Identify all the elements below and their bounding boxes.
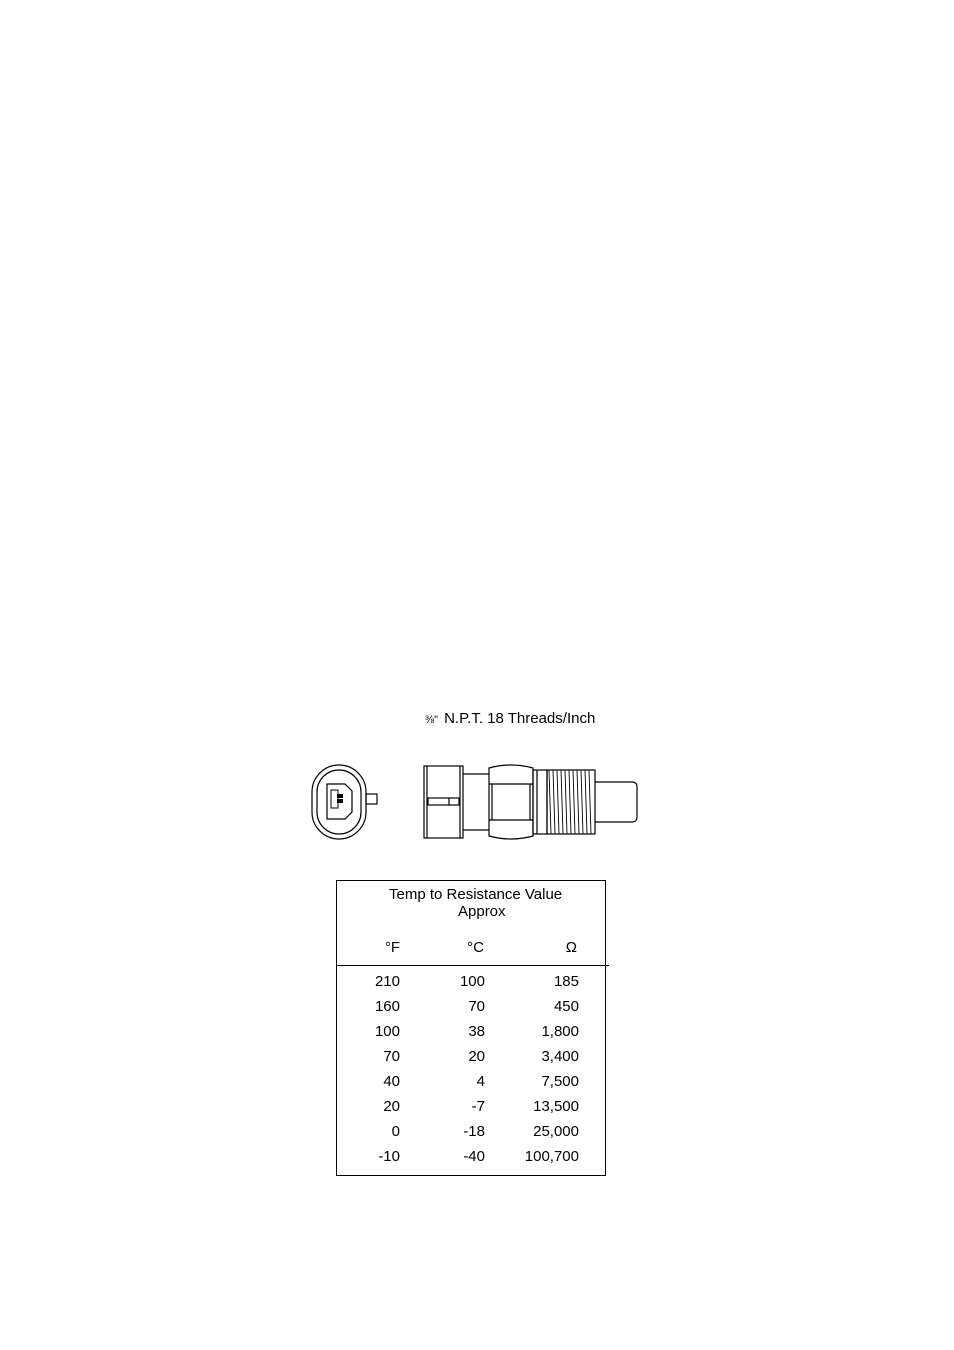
cell-ohms: 13,500 [533, 1098, 579, 1115]
cell-ohms: 25,000 [533, 1123, 579, 1140]
cell-fahrenheit: 210 [374, 973, 400, 990]
thread-size-fraction: ⅜" [425, 714, 439, 726]
cell-ohms: 3,400 [541, 1048, 579, 1065]
cell-ohms: 7,500 [541, 1073, 579, 1090]
header-divider [337, 965, 609, 966]
resistance-table [336, 880, 606, 1176]
cell-celsius: 20 [468, 1048, 485, 1065]
sensor-side-view [424, 765, 637, 839]
table-row [337, 1148, 605, 1173]
cell-celsius: 70 [468, 998, 485, 1015]
cell-celsius: -40 [463, 1148, 485, 1165]
table-row [337, 1123, 605, 1148]
table-row [337, 1073, 605, 1098]
cell-ohms: 450 [553, 998, 579, 1015]
table-row [337, 998, 605, 1023]
cell-ohms: 185 [553, 973, 579, 990]
cell-fahrenheit: 40 [383, 1073, 400, 1090]
cell-fahrenheit: 160 [374, 998, 400, 1015]
table-row [337, 1023, 605, 1048]
cell-celsius: -7 [471, 1098, 485, 1115]
thread-spec-text: N.P.T. 18 Threads/Inch [444, 710, 596, 727]
cell-fahrenheit: 100 [374, 1023, 400, 1040]
cell-celsius: 4 [476, 1073, 485, 1090]
table-body [337, 973, 605, 1173]
header-celsius: °C [467, 939, 484, 956]
table-row [337, 1098, 605, 1123]
cell-ohms: 1,800 [541, 1023, 579, 1040]
cell-fahrenheit: -10 [378, 1148, 400, 1165]
table-row [337, 1048, 605, 1073]
cell-ohms: 100,700 [524, 1148, 579, 1165]
header-fahrenheit: °F [384, 939, 400, 956]
table-row [337, 973, 605, 998]
cell-fahrenheit: 0 [391, 1123, 400, 1140]
cell-celsius: 38 [468, 1023, 485, 1040]
connector-end-view [312, 765, 377, 839]
table-caption-sub: Approx [458, 903, 506, 920]
cell-fahrenheit: 70 [383, 1048, 400, 1065]
header-ohms: Ω [565, 939, 577, 956]
cell-fahrenheit: 20 [383, 1098, 400, 1115]
cell-celsius: 100 [459, 973, 485, 990]
cell-celsius: -18 [463, 1123, 485, 1140]
table-caption: Temp to Resistance Value [389, 886, 563, 903]
